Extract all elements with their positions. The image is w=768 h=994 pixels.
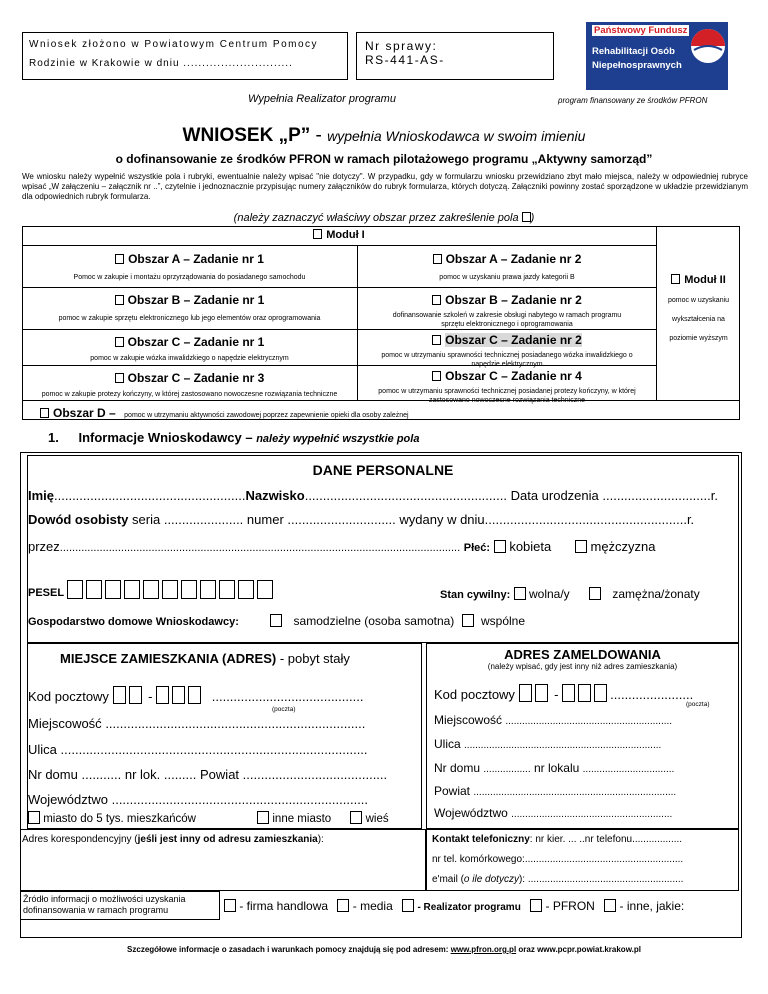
filed-line-2: Rodzinie w Krakowie w dniu ............................. <box>29 58 293 69</box>
checkbox-icon[interactable] <box>115 337 124 347</box>
residence-street-row: Ulica ..................................................................................... <box>28 742 368 757</box>
contact-row: Kontakt telefoniczny: nr kier. ... ..nr telefonu.................. <box>432 834 683 845</box>
registration-heading: ADRES ZAMELDOWANIA <box>504 647 661 662</box>
id-issued-input[interactable]: ........................................................ <box>484 512 687 527</box>
registration-house-input[interactable]: ................. <box>483 764 531 775</box>
checkbox-icon[interactable] <box>433 254 442 264</box>
checkbox-icon <box>522 212 531 222</box>
registration-street-row: Ulica ....................................................................... <box>434 737 662 751</box>
module-2-desc-3: poziomie wyższym <box>669 335 728 342</box>
residence-number-row: Nr domu ........... nr lok. ......... Powiat ........................................ <box>28 767 388 782</box>
checkbox-icon[interactable] <box>671 274 680 284</box>
pfron-note: program finansowany ze środków PFRON <box>558 96 708 105</box>
residence-street-input[interactable]: ..................................................................................... <box>60 742 368 757</box>
pesel-input[interactable] <box>67 587 276 599</box>
residence-house-input[interactable]: ........... <box>81 767 122 782</box>
mobile-row[interactable]: nr tel. komórkowego:......................................................... <box>432 854 684 865</box>
source-other-checkbox[interactable] <box>604 899 616 912</box>
id-row: Dowód osobisty seria ...................... numer .............................. wydany w dniu........................................................r. <box>28 512 695 527</box>
subtitle: o dofinansowanie ze środków PFRON w ramach pilotażowego programu „Aktywny samorząd” <box>115 152 653 166</box>
single-checkbox[interactable] <box>514 587 526 600</box>
residence-post-office-input[interactable]: .......................................... <box>211 689 364 704</box>
contact-phone-input[interactable]: : nr kier. ... ..nr telefonu.................. <box>529 834 683 845</box>
area-b1[interactable]: Obszar B – Zadanie nr 1 pomoc w zakupie sprzętu elektronicznego lub jego elementów oraz oprogramowania <box>58 293 321 322</box>
pcpr-link[interactable]: www.pcpr.powiat.krakow.pl <box>537 945 641 954</box>
issuer-input[interactable]: ................................................................................................................................... <box>59 542 461 554</box>
module-2[interactable]: Moduł II <box>657 270 740 288</box>
source-pfron-checkbox[interactable] <box>530 899 542 912</box>
registration-post-office-label: (poczta) <box>686 701 710 708</box>
source-options: - firma handlowa - media - Realizator programu - PFRON - inne, jakie: <box>224 899 684 913</box>
mark-note: (należy zaznaczyć właściwy obszar przez zakreślenie pola ) <box>233 212 535 224</box>
residence-postal-row: Kod pocztowy - .......................................... <box>28 686 363 704</box>
checkbox-icon[interactable] <box>40 408 49 418</box>
registration-voivodeship-input[interactable]: .......................................................... <box>511 809 673 820</box>
footer: Szczegółowe informacje o zasadach i warunkach pomocy znajdują się pod adresem: www.pfron.org.pl oraz www.pcpr.powiat.krakow.pl <box>127 945 641 954</box>
marital-row: Stan cywilny: wolna/y zamężna/żonaty <box>440 587 700 601</box>
logo-line-2: Rehabilitacji Osób <box>592 46 675 57</box>
checkbox-icon[interactable] <box>432 371 441 381</box>
registration-number-row: Nr domu ................. nr lokalu ................................. <box>434 761 675 775</box>
area-c2[interactable]: Obszar C – Zadanie nr 2 pomoc w utrzymaniu sprawności technicznej posiadanego wózka inwalidzkiego o napędzie elektrycznym <box>381 333 633 368</box>
module-2-desc-1: pomoc w uzyskaniu <box>667 297 730 304</box>
filed-line-1: Wniosek złożono w Powiatowym Centrum Pomocy <box>29 39 319 50</box>
first-name-input[interactable]: ..................................................... <box>54 488 246 503</box>
case-number[interactable]: RS-441-AS- <box>365 53 445 67</box>
female-checkbox[interactable] <box>494 540 506 553</box>
logo-line-3: Niepełnosprawnych <box>592 60 682 71</box>
residence-county-input[interactable]: ........................................ <box>242 767 388 782</box>
area-d[interactable]: Obszar D – pomoc w utrzymaniu aktywności zawodowej poprzez zapewnienie opieki dla osoby zależnej <box>40 404 720 422</box>
registration-postal-input[interactable]: - <box>519 687 611 702</box>
module-1[interactable]: Moduł I <box>22 227 656 245</box>
household-row: Gospodarstwo domowe Wnioskodawcy: samodzielne (osoba samotna) wspólne <box>28 614 526 628</box>
registration-county-row: Powiat ......................................................................... <box>434 784 677 798</box>
residence-flat-input[interactable]: ......... <box>163 767 197 782</box>
married-checkbox[interactable] <box>589 587 601 600</box>
id-number-input[interactable]: .............................. <box>287 512 396 527</box>
registration-postal-row: Kod pocztowy - ....................... <box>434 684 693 702</box>
town-other-checkbox[interactable] <box>257 811 269 824</box>
pfron-emblem-icon <box>690 28 726 64</box>
registration-flat-input[interactable]: ................................. <box>582 764 675 775</box>
residence-voivodeship-input[interactable]: ....................................................................... <box>111 792 369 807</box>
id-series-input[interactable]: ...................... <box>163 512 244 527</box>
issuer-row: przez................................................................................................................................... Płeć: kobieta mężczyzna <box>28 539 656 554</box>
last-name-input[interactable]: ........................................................ <box>304 488 507 503</box>
source-firm-checkbox[interactable] <box>224 899 236 912</box>
logo-line-1: Państwowy Fundusz <box>594 25 688 36</box>
pesel-row: PESEL <box>28 580 276 599</box>
personal-heading: DANE PERSONALNE <box>312 462 454 478</box>
checkbox-icon[interactable] <box>432 335 441 345</box>
village-checkbox[interactable] <box>350 811 362 824</box>
module-2-desc-2: wykształcenia na <box>672 316 725 323</box>
area-c1[interactable]: Obszar C – Zadanie nr 1 pomoc w zakupie wózka inwalidzkiego o napędzie elektrycznym <box>90 335 289 362</box>
page-title <box>0 125 768 147</box>
title-sub: wypełnia Wnioskodawca w swoim imieniu <box>327 128 586 144</box>
registration-voivodeship-row: Województwo .......................................................... <box>434 806 673 820</box>
household-alone-checkbox[interactable] <box>270 614 282 627</box>
checkbox-icon[interactable] <box>115 254 124 264</box>
area-a1[interactable]: Obszar A – Zadanie nr 1 Pomoc w zakupie i montażu oprzyrządowania do posiadanego samochodu <box>73 252 306 281</box>
area-c3[interactable]: Obszar C – Zadanie nr 3 pomoc w zakupie protezy kończyny, w której zastosowano nowoczesne rozwiązania techniczne <box>41 371 338 398</box>
registration-city-input[interactable]: ............................................................ <box>505 716 673 727</box>
residence-city-input[interactable]: ........................................................................ <box>105 716 366 731</box>
residence-heading: MIEJSCE ZAMIESZKANIA (ADRES) - pobyt stały <box>60 651 350 666</box>
instructions: We wniosku należy wypełnić wszystkie pola i rubryki, ewentualnie należy wpisać "nie dotyczy". W przypadku, gdy w formularzu wniosku przewidziano zbyt mało miejsca, należy w odpowiedniej rubryce wpisać „W załączeniu – załącznik nr ..”, czytelnie i jednoznacznie przypisując numery załączników do rubryk formularza, których dotyczą. Załączniki powinny zostać sporządzone w układzie przewidzianym dla odpowiednich rubryk formularza. <box>22 172 748 201</box>
source-label: Źródło informacji o możliwości uzyskania dofinansowania w ramach programu <box>23 894 186 915</box>
checkbox-icon[interactable] <box>115 295 124 305</box>
case-label: Nr sprawy: <box>365 39 438 53</box>
town-small-checkbox[interactable] <box>28 811 40 824</box>
title-dash: - <box>310 125 328 146</box>
residence-post-office-label: (poczta) <box>272 706 296 713</box>
realizator-note: Wypełnia Realizator programu <box>248 93 396 105</box>
pfron-link[interactable]: www.pfron.org.pl <box>450 945 517 954</box>
registration-county-input[interactable]: ......................................................................... <box>473 787 677 798</box>
male-checkbox[interactable] <box>575 540 587 553</box>
area-b2[interactable]: Obszar B – Zadanie nr 2 dofinansowanie szkoleń w zakresie obsługi nabytego w ramach programu sprzętu elektronicznego i oprogramowania <box>392 293 622 328</box>
area-c4[interactable]: Obszar C – Zadanie nr 4 pomoc w utrzymaniu sprawności technicznej posiadanej protezy kończyny, w której zastosowano nowoczesne rozwiązania techniczne <box>378 369 636 404</box>
email-row[interactable]: e'mail (o ile dotyczy): ........................................................ <box>432 874 684 885</box>
residence-postal-input[interactable]: - <box>113 689 205 704</box>
title-main: WNIOSEK „P” <box>182 125 311 146</box>
household-shared-checkbox[interactable] <box>462 614 474 627</box>
source-media-checkbox[interactable] <box>337 899 349 912</box>
birth-date-input[interactable]: .............................. <box>602 488 711 503</box>
checkbox-icon[interactable] <box>432 295 441 305</box>
area-a2[interactable]: Obszar A – Zadanie nr 2 pomoc w uzyskaniu prawa jazdy kategorii B <box>358 250 656 281</box>
residence-voivodeship-row: Województwo ....................................................................... <box>28 792 369 807</box>
residence-type-row: miasto do 5 tys. mieszkańców inne miasto wieś <box>28 811 389 825</box>
filed-box <box>22 32 348 80</box>
registration-note: (należy wpisać, gdy jest inny niż adres zamieszkania) <box>487 662 678 671</box>
registration-city-row: Miejscowość ............................................................ <box>434 713 673 727</box>
registration-post-office-input[interactable]: ....................... <box>610 687 694 702</box>
registration-street-input[interactable]: ....................................................................... <box>464 740 662 751</box>
pfron-logo <box>586 22 728 90</box>
checkbox-icon[interactable] <box>115 373 124 383</box>
section-1-heading: 1. Informacje Wnioskodawcy – należy wypełnić wszystkie pola <box>48 430 420 445</box>
source-realizator-checkbox[interactable] <box>402 899 414 912</box>
checkbox-icon[interactable] <box>313 229 322 239</box>
residence-city-row: Miejscowość ........................................................................ <box>28 716 366 731</box>
case-number-box <box>356 32 554 80</box>
name-row: Imię.....................................................Nazwisko........................................................ Data urodzenia ..............................r. <box>28 488 718 503</box>
correspondence-label: Adres korespondencyjny (jeśli jest inny od adresu zamieszkania): <box>22 834 324 845</box>
